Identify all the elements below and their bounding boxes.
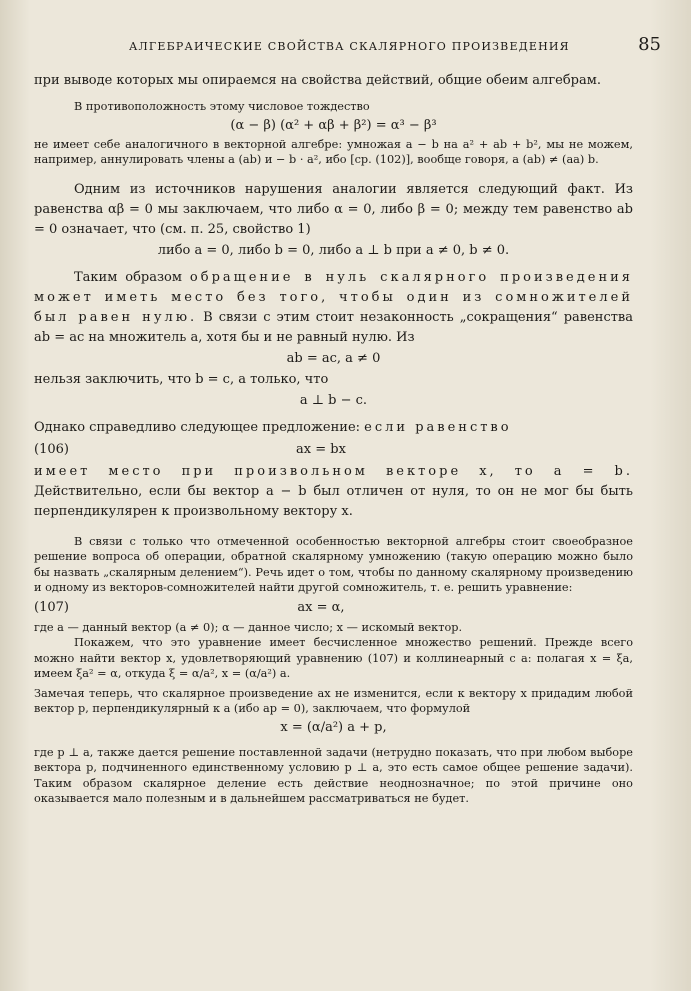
- paragraph-5-rest: В связи с этим стоит незаконность „сокращения“ равенства ab = ac на множитель a, хотя бы и не равный нулю. Из: [34, 309, 633, 345]
- paragraph-5-lead: Таким образом: [74, 269, 182, 285]
- paragraph-8-rest: Действительно, если бы вектор a − b был отличен от нуля, то он не мог бы быть перпендикулярен к произвольному вектору x.: [34, 483, 633, 519]
- paragraph-4: Одним из источников нарушения аналогии является следующий факт. Из равенства αβ = 0 мы заключаем, что либо α = 0, либо β = 0; между тем равенство ab = 0 означает, что (см. п. 25, свойство 1): [34, 181, 633, 237]
- paragraph-8-emphasis: имеет место при произвольном векторе x, то a = b.: [34, 463, 633, 479]
- formula-perp: a ⊥ b − c.: [299, 392, 368, 408]
- paragraph-2: В противоположность этому числовое тождество: [74, 100, 370, 113]
- paragraph-11: Покажем, что это уравнение имеет бесчисленное множество решений. Прежде всего можно найти вектор x, удовлетворяющий уравнению (107) и коллинеарный с a: полагая x = ξa, имеем ξa² = α, откуда ξ = α/a², x = (α/a²) a.: [34, 636, 633, 680]
- paragraph-3: не имеет себе аналогичного в векторной алгебре: умножая a − b на a² + ab + b², мы не можем, например, аннулировать члены a (ab) и − b · a², ибо [ср. (102)], вообще говоря, a (ab) ≠ (aa) b.: [34, 137, 633, 166]
- running-title: АЛГЕБРАИЧЕСКИЕ СВОЙСТВА СКАЛЯРНОГО ПРОИЗВЕДЕНИЯ: [129, 40, 570, 53]
- page-number: 85: [638, 34, 661, 55]
- paragraph-10: где a — данный вектор (a ≠ 0); α — данное число; x — искомый вектор.: [34, 620, 463, 634]
- formula-cases: либо a = 0, либо b = 0, либо a ⊥ b при a ≠ 0, b ≠ 0.: [157, 242, 510, 258]
- equation-106: [34, 438, 633, 462]
- equation-106-label: (106): [34, 441, 69, 457]
- paragraph-7-lead: Однако справедливо следующее предложение:: [34, 419, 361, 435]
- paragraph-1: при выводе которых мы опираемся на свойства действий, общие обеим алгебрам.: [34, 73, 601, 88]
- paragraph-7: [34, 418, 633, 438]
- paragraph-12: Замечая теперь, что скалярное произведение ax не изменится, если к вектору x придадим любой вектор p, перпендикулярный к a (ибо ap = 0), заключаем, что формулой: [34, 686, 633, 715]
- page-header: [34, 34, 661, 55]
- formula-ab-ac: ab = ac, a ≠ 0: [286, 350, 381, 366]
- equation-107-label: (107): [34, 599, 69, 615]
- formula-general-solution: x = (α/a²) a + p,: [280, 719, 387, 735]
- paragraph-5-emphasis: обращение в нуль скалярного произведения может иметь место без того, чтобы один из сомножителей был равен нулю.: [34, 269, 633, 325]
- paragraph-9: В связи с только что отмеченной особенностью векторной алгебры стоит своеобразное решение вопроса об операции, обратной скалярному умножению (такую операцию можно было бы назвать „скалярным делением“). Речь идет о том, чтобы по данному скалярному произведению и одному из векторов-сомножителей найти другой сомножитель, т. е. решить уравнение:: [34, 534, 633, 594]
- equation-107-body: ax = α,: [297, 599, 345, 615]
- paragraph-6: нельзя заключить, что b = c, а только, что: [34, 371, 329, 387]
- paragraph-13: где p ⊥ a, также дается решение поставленной задачи (нетрудно показать, что при любом выборе вектора p, подчиненного единственному условию p ⊥ a, это есть самое общее решение задачи). Таким образом скалярное деление есть действие неоднозначное; по этой причине оно оказывается мало полезным и в дальнейшем рассматриваться не будет.: [34, 745, 633, 805]
- formula-identity: (α − β) (α² + αβ + β²) = α³ − β³: [230, 117, 437, 133]
- paragraph-7-emphasis: если равенство: [364, 419, 512, 435]
- equation-107: [34, 596, 633, 620]
- paragraph-5: [34, 268, 633, 348]
- equation-106-body: ax = bx: [296, 441, 346, 457]
- paragraph-8: [34, 462, 633, 522]
